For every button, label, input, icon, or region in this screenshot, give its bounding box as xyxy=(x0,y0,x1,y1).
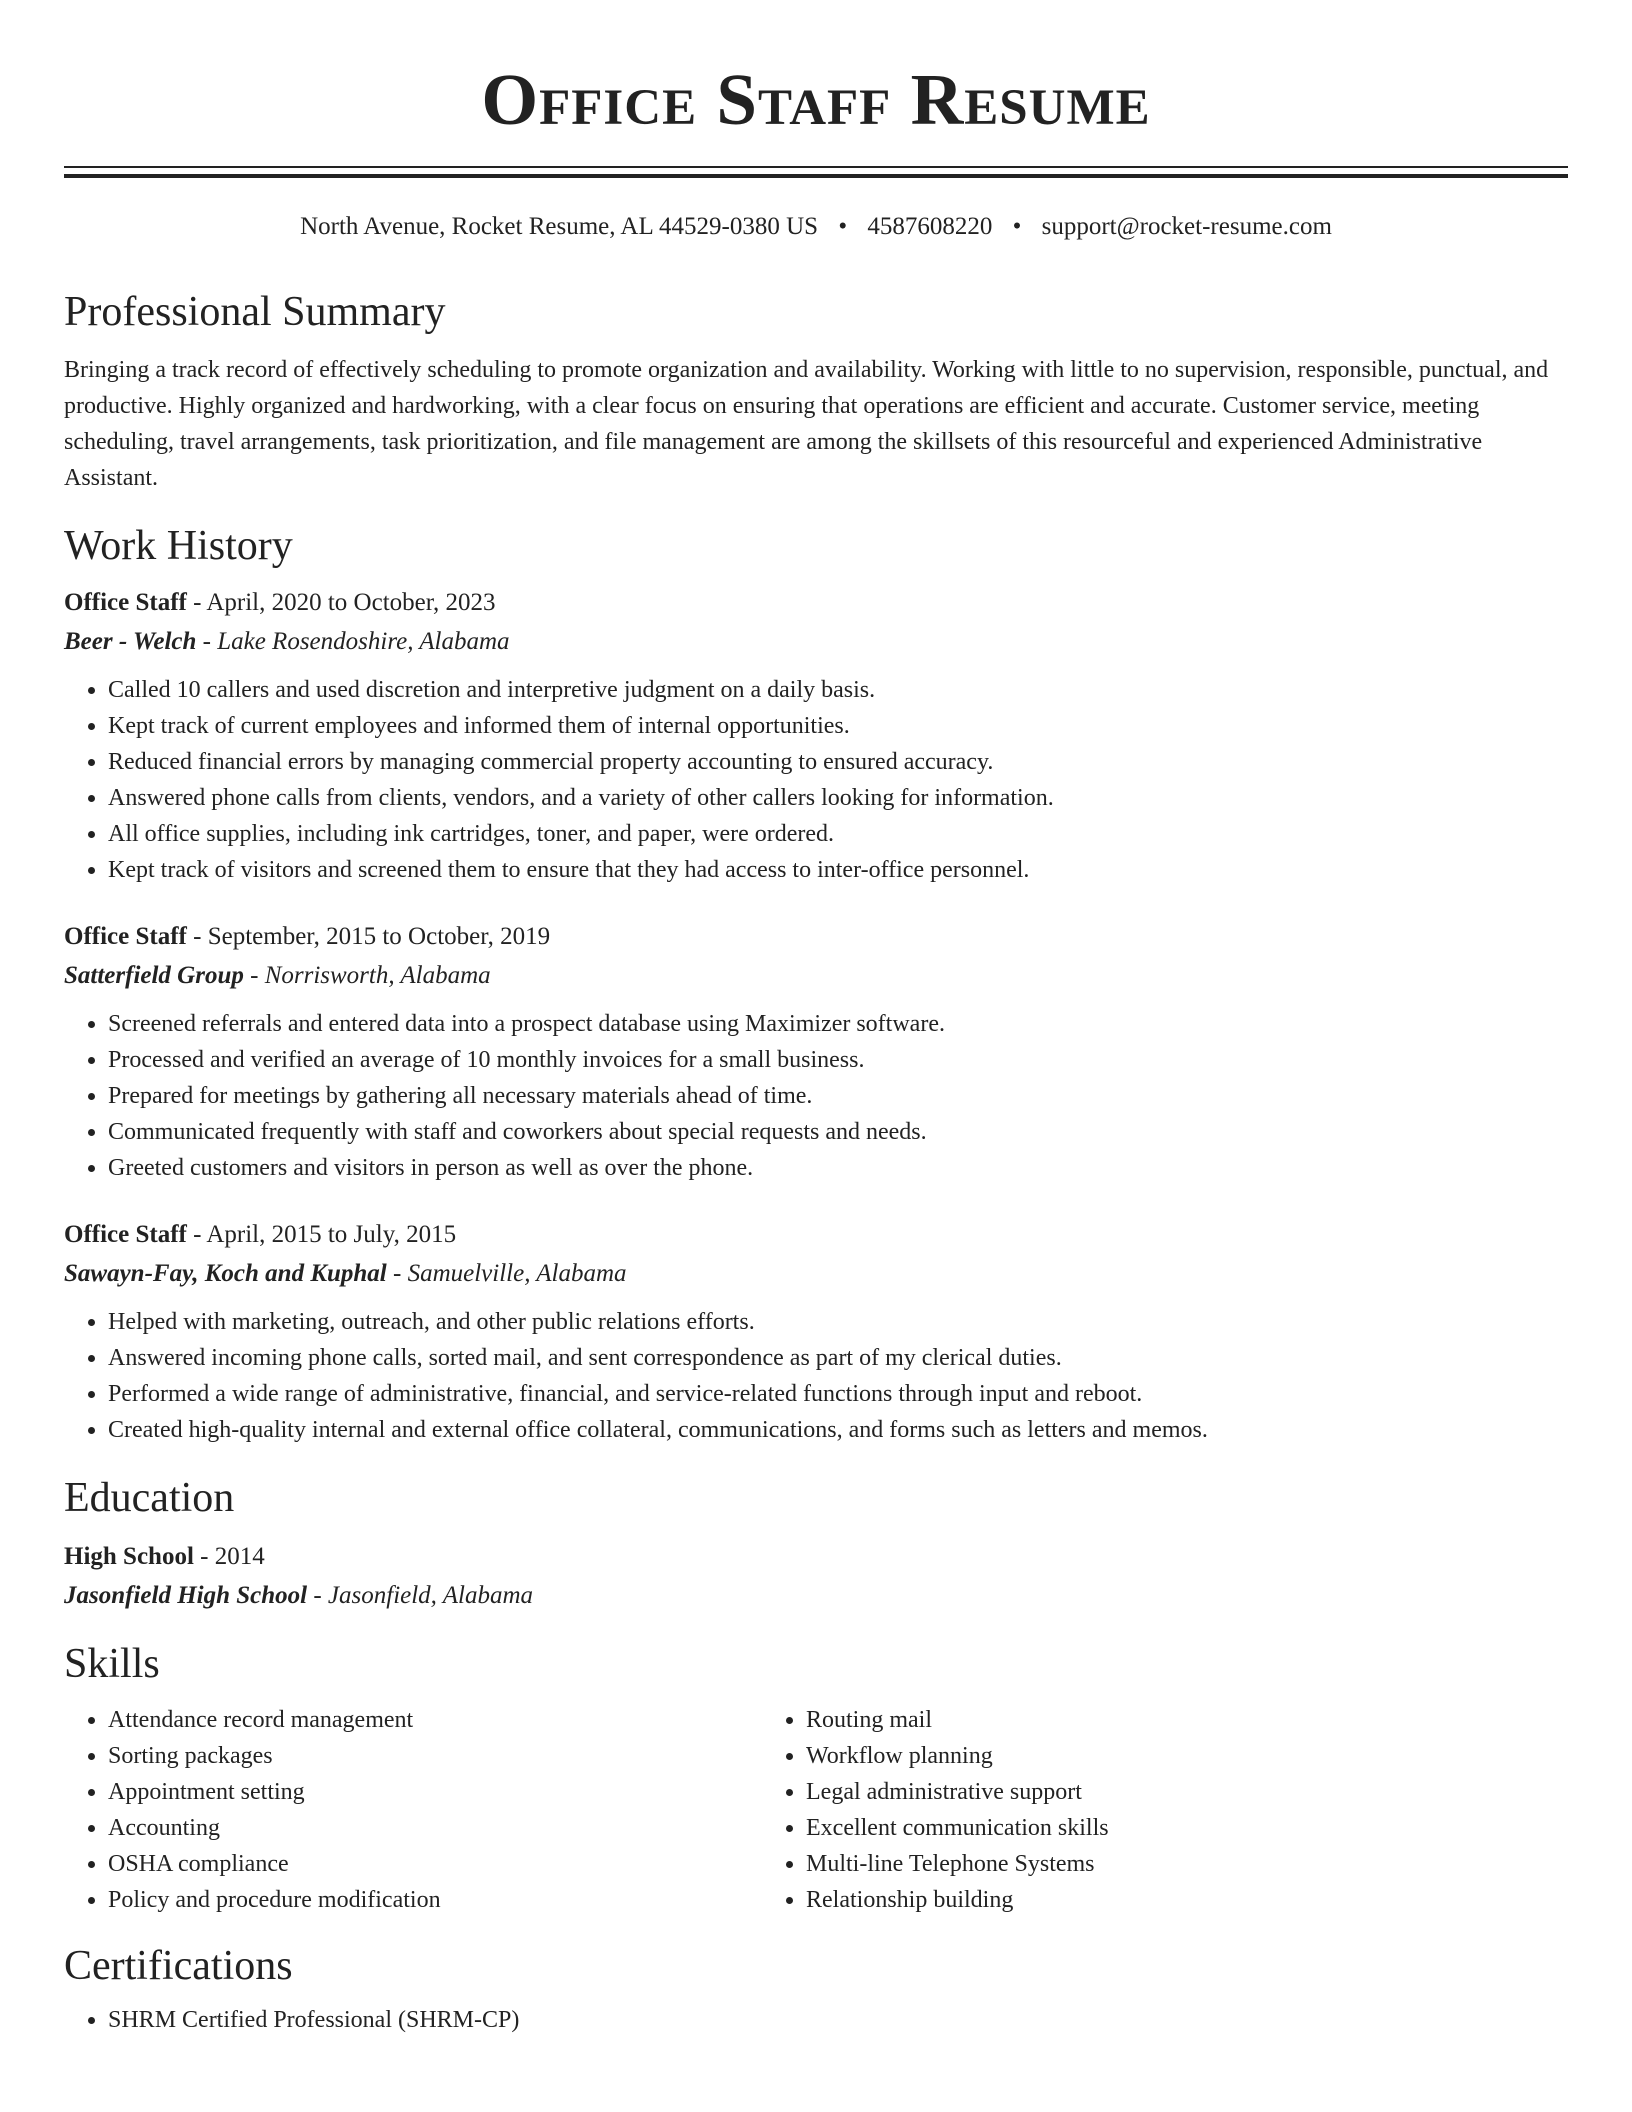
skill-item: • Appointment setting xyxy=(108,1774,762,1810)
job-entry xyxy=(64,584,1568,888)
education-location: - Jasonfield, Alabama xyxy=(307,1582,533,1609)
skills-column-left xyxy=(64,1702,762,1918)
job-header xyxy=(64,1216,1568,1254)
education-header xyxy=(64,1538,1568,1576)
job-duty: • Answered phone calls from clients, vendors, and a variety of other callers looking for information. xyxy=(108,780,1568,816)
job-duties xyxy=(64,672,1568,888)
job-header xyxy=(64,584,1568,622)
education-school: Jasonfield High School xyxy=(64,1582,308,1609)
contact-line xyxy=(64,210,1568,244)
skills-heading: Skills xyxy=(64,1641,160,1687)
job-duties xyxy=(64,1304,1568,1448)
skill-item: • Workflow planning xyxy=(806,1738,1460,1774)
job-duty: • Answered incoming phone calls, sorted mail, and sent correspondence as part of my clerical duties. xyxy=(108,1340,1568,1376)
skill-item: • Multi-line Telephone Systems xyxy=(806,1846,1460,1882)
job-duty: • Processed and verified an average of 10 monthly invoices for a small business. xyxy=(108,1042,1568,1078)
summary-text: Bringing a track record of effectively scheduling to promote organization and availability. Working with little to no supervision, responsible, punctual, and productive. Highly organized and hardworking, with a clear focus on ensuring that operations are efficient and accurate. Customer service, meeting scheduling, travel arrangements, task prioritization, and file management are among the skillsets of this resourceful and experienced Administrative Assistant. xyxy=(64,357,1549,491)
job-duty: • Performed a wide range of administrative, financial, and service-related functions through input and reboot. xyxy=(108,1376,1568,1412)
job-dates: - April, 2020 to October, 2023 xyxy=(186,589,496,616)
contact-separator: • xyxy=(838,213,848,240)
title-divider-top xyxy=(64,166,1568,168)
education-degree: High School xyxy=(64,1543,194,1570)
job-company: Sawayn-Fay, Koch and Kuphal xyxy=(64,1260,387,1287)
job-role: Office Staff xyxy=(64,923,187,950)
job-company: Beer - Welch xyxy=(64,628,197,655)
job-role: Office Staff xyxy=(64,1221,187,1248)
job-duty: • Reduced financial errors by managing commercial property accounting to ensured accuracy. xyxy=(108,744,1568,780)
skill-item: • Excellent communication skills xyxy=(806,1810,1460,1846)
job-duties xyxy=(64,1006,1568,1186)
job-employer xyxy=(64,1254,1568,1294)
job-employer xyxy=(64,622,1568,662)
job-entry xyxy=(64,918,1568,1186)
summary-heading: Professional Summary xyxy=(64,289,446,335)
skills-column-right xyxy=(762,1702,1460,1918)
job-duty: • Kept track of current employees and informed them of internal opportunities. xyxy=(108,708,1568,744)
job-company: Satterfield Group xyxy=(64,962,244,989)
job-location: - Norrisworth, Alabama xyxy=(243,962,491,989)
job-dates: - September, 2015 to October, 2019 xyxy=(186,923,551,950)
job-location: - Lake Rosendoshire, Alabama xyxy=(196,628,510,655)
job-duty: • Screened referrals and entered data into a prospect database using Maximizer software. xyxy=(108,1006,1568,1042)
education-entry xyxy=(64,1538,1568,1616)
skill-item: • OSHA compliance xyxy=(108,1846,762,1882)
job-duty: • Called 10 callers and used discretion and interpretive judgment on a daily basis. xyxy=(108,672,1568,708)
contact-separator: • xyxy=(1012,213,1022,240)
education-heading: Education xyxy=(64,1475,235,1521)
job-duty: • Helped with marketing, outreach, and other public relations efforts. xyxy=(108,1304,1568,1340)
contact-phone: 4587608220 xyxy=(867,213,993,240)
skill-item: • Relationship building xyxy=(806,1882,1460,1918)
skill-item: • Attendance record management xyxy=(108,1702,762,1738)
skill-item: • Legal administrative support xyxy=(806,1774,1460,1810)
job-duty: • Greeted customers and visitors in person as well as over the phone. xyxy=(108,1150,1568,1186)
certifications-list xyxy=(64,2002,1568,2038)
job-duty: • Created high-quality internal and external office collateral, communications, and forms such as letters and memos. xyxy=(108,1412,1568,1448)
job-header xyxy=(64,918,1568,956)
skill-item: • Sorting packages xyxy=(108,1738,762,1774)
education-year: - 2014 xyxy=(193,1543,265,1570)
contact-address: North Avenue, Rocket Resume, AL 44529-0380 US xyxy=(300,213,819,240)
job-location: - Samuelville, Alabama xyxy=(386,1260,627,1287)
job-duty: • Communicated frequently with staff and coworkers about special requests and needs. xyxy=(108,1114,1568,1150)
skill-item: • Policy and procedure modification xyxy=(108,1882,762,1918)
job-duty: • Prepared for meetings by gathering all necessary materials ahead of time. xyxy=(108,1078,1568,1114)
certifications-heading: Certifications xyxy=(64,1943,293,1989)
skills-columns xyxy=(64,1702,1568,1918)
job-duty: • All office supplies, including ink cartridges, toner, and paper, were ordered. xyxy=(108,816,1568,852)
education-school-line xyxy=(64,1576,1568,1616)
skill-item: • Accounting xyxy=(108,1810,762,1846)
work-history-heading: Work History xyxy=(64,523,293,569)
job-dates: - April, 2015 to July, 2015 xyxy=(186,1221,457,1248)
job-role: Office Staff xyxy=(64,589,187,616)
skill-item: • Routing mail xyxy=(806,1702,1460,1738)
job-duty: • Kept track of visitors and screened them to ensure that they had access to inter-office personnel. xyxy=(108,852,1568,888)
resume-title: Office Staff Resume xyxy=(481,59,1151,140)
certification-item: • SHRM Certified Professional (SHRM-CP) xyxy=(108,2002,1568,2038)
title-divider-bottom xyxy=(64,174,1568,178)
job-employer xyxy=(64,956,1568,996)
job-entry xyxy=(64,1216,1568,1448)
contact-email: support@rocket-resume.com xyxy=(1041,213,1332,240)
